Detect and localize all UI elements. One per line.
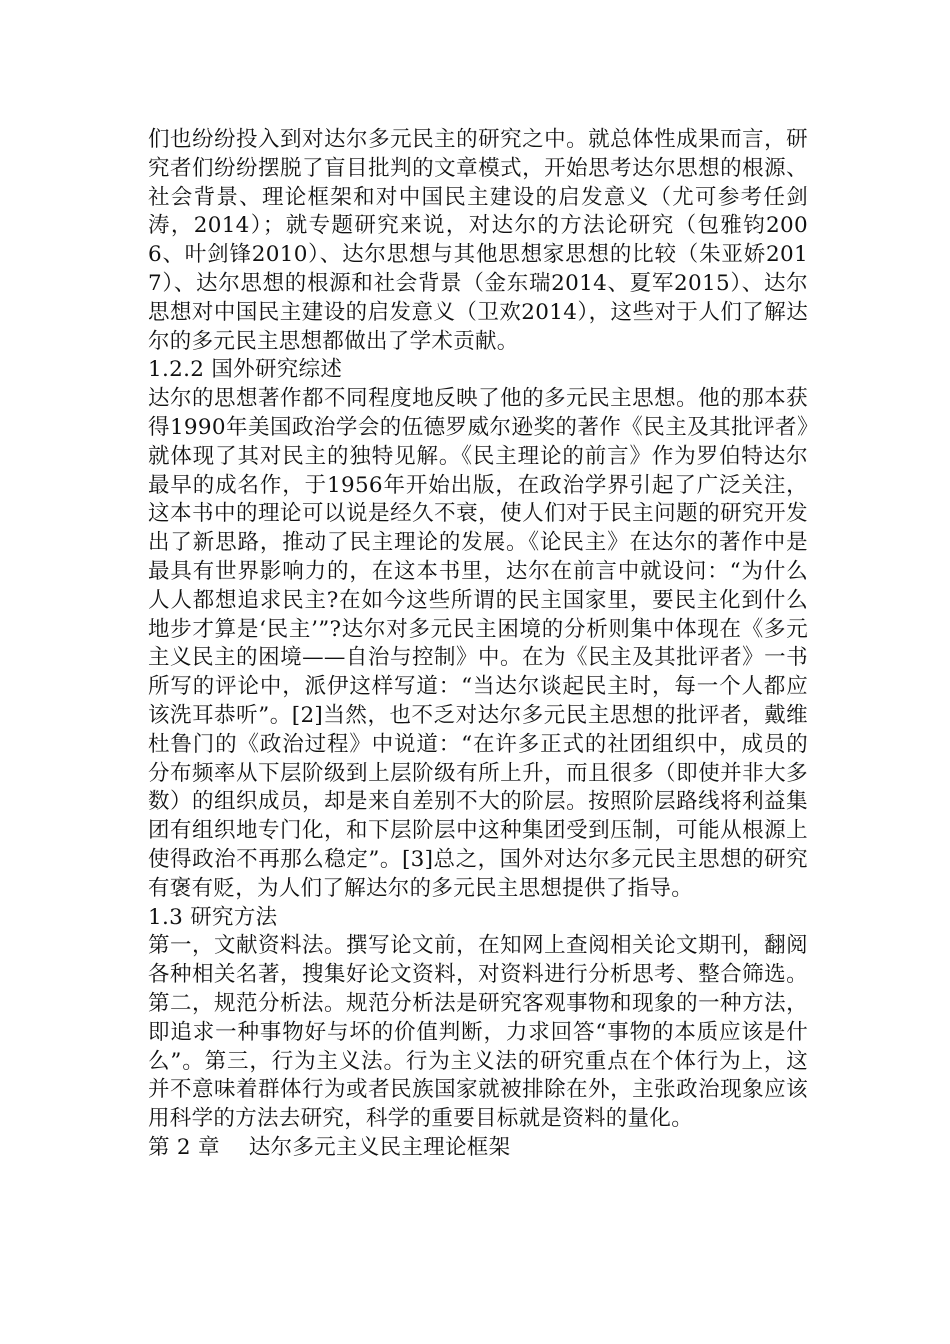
chapter-heading: 第 2 章 达尔多元主义民主理论框架 (148, 1134, 511, 1160)
document-page (148, 126, 808, 1163)
paragraph-research-methods: 第一，文献资料法。撰写论文前，在知网上查阅相关论文期刊，翻阅各种相关名著，搜集好论文资料，对资料进行分析思考、整合筛选。第二，规范分析法。规范分析法是研究客观事物和现象的一种方法，即追求一种事物好与坏的价值判断，力求回答“事物的本质应该是什么”。第三，行为主义法。行为主义法的研究重点在个体行为上，这并不意味着群体行为或者民族国家就被排除在外，主张政治现象应该用科学的方法去研究，科学的重要目标就是资料的量化。 (148, 933, 808, 1132)
paragraph-domestic-research-continued: 们也纷纷投入到对达尔多元民主的研究之中。就总体性成果而言，研究者们纷纷摆脱了盲目批判的文章模式，开始思考达尔思想的根源、社会背景、理论框架和对中国民主建设的启发意义（尤可参考任剑涛，2014）；就专题研究来说，对达尔的方法论研究（包雅钧2006、叶剑锋2010）、达尔思想与其他思想家思想的比较（朱亚娇2017）、达尔思想的根源和社会背景（金东瑞2014、夏军2015）、达尔思想对中国民主建设的启发意义（卫欢2014），这些对于人们了解达尔的多元民主思想都做出了学术贡献。 (148, 127, 808, 354)
paragraph-foreign-research: 达尔的思想著作都不同程度地反映了他的多元民主思想。他的那本获得1990年美国政治学会的伍德罗威尔逊奖的著作《民主及其批评者》就体现了其对民主的独特见解。《民主理论的前言》作为罗伯特达尔最早的成名作，于1956年开始出版，在政治学界引起了广泛关注，这本书中的理论可以说是经久不衰，使人们对于民主问题的研究开发出了新思路，推动了民主理论的发展。《论民主》在达尔的著作中是最具有世界影响力的，在这本书里，达尔在前言中就设问：“为什么人人都想追求民主?在如今这些所谓的民主国家里，要民主化到什么地步才算是‘民主’”?达尔对多元民主困境的分析则集中体现在《多元主义民主的困境——自治与控制》中。在为《民主及其批评者》一书所写的评论中，派伊这样写道：“当达尔谈起民主时，每一个人都应该洗耳恭听”。[2]当然，也不乏对达尔多元民主思想的批评者，戴维杜鲁门的《政治过程》中说道：“在许多正式的社团组织中，成员的分布频率从下层阶级到上层阶级有所上升，而且很多（即使并非大多数）的组织成员，却是来自差别不大的阶层。按照阶层路线将利益集团有组织地专门化，和下层阶层中这种集团受到压制，可能从根源上使得政治不再那么稳定”。[3]总之，国外对达尔多元民主思想的研究有褒有贬，为人们了解达尔的多元民主思想提供了指导。 (148, 386, 808, 901)
section-heading-research-methods: 1.3 研究方法 (148, 904, 278, 930)
section-heading-foreign-research: 1.2.2 国外研究综述 (148, 357, 343, 383)
